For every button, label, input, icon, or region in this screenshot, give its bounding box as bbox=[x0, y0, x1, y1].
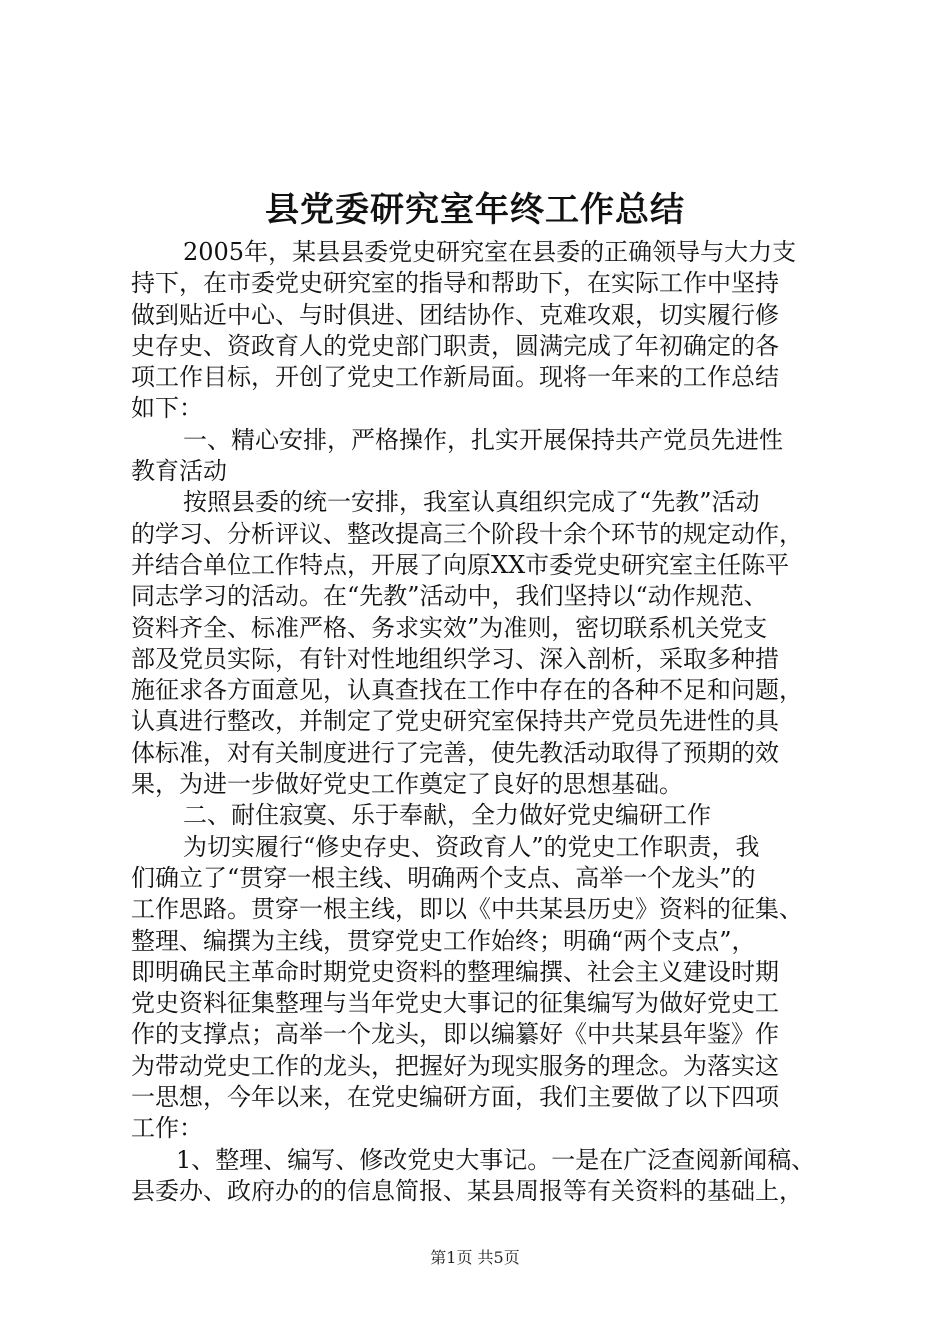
body-line: 施征求各方面意见，认真查找在工作中存在的各种不足和问题， bbox=[131, 676, 803, 705]
body-line: 的学习、分析评议、整改提高三个阶段十余个环节的规定动作， bbox=[131, 519, 803, 548]
body-line: 按照县委的统一安排，我室认真组织完成了“先教”活动 bbox=[183, 488, 760, 517]
body-line: 为切实履行“修史存史、资政育人”的党史工作职责，我 bbox=[183, 832, 760, 861]
body-line: 做到贴近中心、与时俱进、团结协作、克难攻艰，切实履行修 bbox=[131, 300, 779, 329]
body-line: 项工作目标，开创了党史工作新局面。现将一年来的工作总结 bbox=[131, 363, 779, 392]
section-heading-line: 教育活动 bbox=[131, 457, 227, 486]
body-line: 县委办、政府办的的信息简报、某县周报等有关资料的基础上， bbox=[131, 1176, 803, 1205]
body-line: 同志学习的活动。在“先教”活动中，我们坚持以“动作规范、 bbox=[131, 582, 768, 611]
page-footer: 第1页 共5页 bbox=[430, 1248, 520, 1267]
body-line: 党史资料征集整理与当年党史大事记的征集编写为做好党史工 bbox=[131, 989, 779, 1018]
document-body bbox=[131, 237, 831, 1207]
body-line: 整理、编撰为主线，贯穿党史工作始终；明确“两个支点”， bbox=[131, 926, 756, 955]
document-title: 县党委研究室年终工作总结 bbox=[265, 190, 685, 230]
body-line: 部及党员实际，有针对性地组织学习、深入剖析，采取多种措 bbox=[131, 644, 779, 673]
body-line: 资料齐全、标准严格、务求实效”为准则，密切联系机关党支 bbox=[131, 613, 768, 642]
body-line: 作的支撑点；高举一个龙头，即以编纂好《中共某县年鉴》作 bbox=[131, 1020, 779, 1049]
body-line: 认真进行整改，并制定了党史研究室保持共产党员先进性的具 bbox=[131, 707, 779, 736]
body-line: 果，为进一步做好党史工作奠定了良好的思想基础。 bbox=[131, 770, 683, 799]
body-line: 工作思路。贯穿一根主线，即以《中共某县历史》资料的征集、 bbox=[131, 895, 803, 924]
body-line: 2005年，某县县委党史研究室在县委的正确领导与大力支 bbox=[183, 238, 797, 266]
body-line: 1、整理、编写、修改党史大事记。一是在广泛查阅新闻稿、 bbox=[176, 1145, 816, 1174]
body-line: 并结合单位工作特点，开展了向原XX市委党史研究室主任陈平 bbox=[131, 550, 790, 579]
body-line: 体标准，对有关制度进行了完善，使先教活动取得了预期的效 bbox=[131, 738, 779, 767]
section-heading-line: 一、精心安排，严格操作，扎实开展保持共产党员先进性 bbox=[183, 425, 783, 454]
section-heading-line: 二、耐住寂寞、乐于奉献，全力做好党史编研工作 bbox=[183, 801, 711, 830]
body-line: 一思想，今年以来，在党史编研方面，我们主要做了以下四项 bbox=[131, 1083, 779, 1112]
body-line: 们确立了“贯穿一根主线、明确两个支点、高举一个龙头”的 bbox=[131, 863, 756, 892]
body-line: 即明确民主革命时期党史资料的整理编撰、社会主义建设时期 bbox=[131, 957, 779, 986]
body-line: 为带动党史工作的龙头，把握好为现实服务的理念。为落实这 bbox=[131, 1051, 779, 1080]
body-line: 持下，在市委党史研究室的指导和帮助下，在实际工作中坚持 bbox=[131, 269, 779, 298]
body-line: 工作： bbox=[131, 1114, 203, 1143]
body-line: 如下： bbox=[131, 394, 203, 423]
body-line: 史存史、资政育人的党史部门职责，圆满完成了年初确定的各 bbox=[131, 331, 779, 360]
